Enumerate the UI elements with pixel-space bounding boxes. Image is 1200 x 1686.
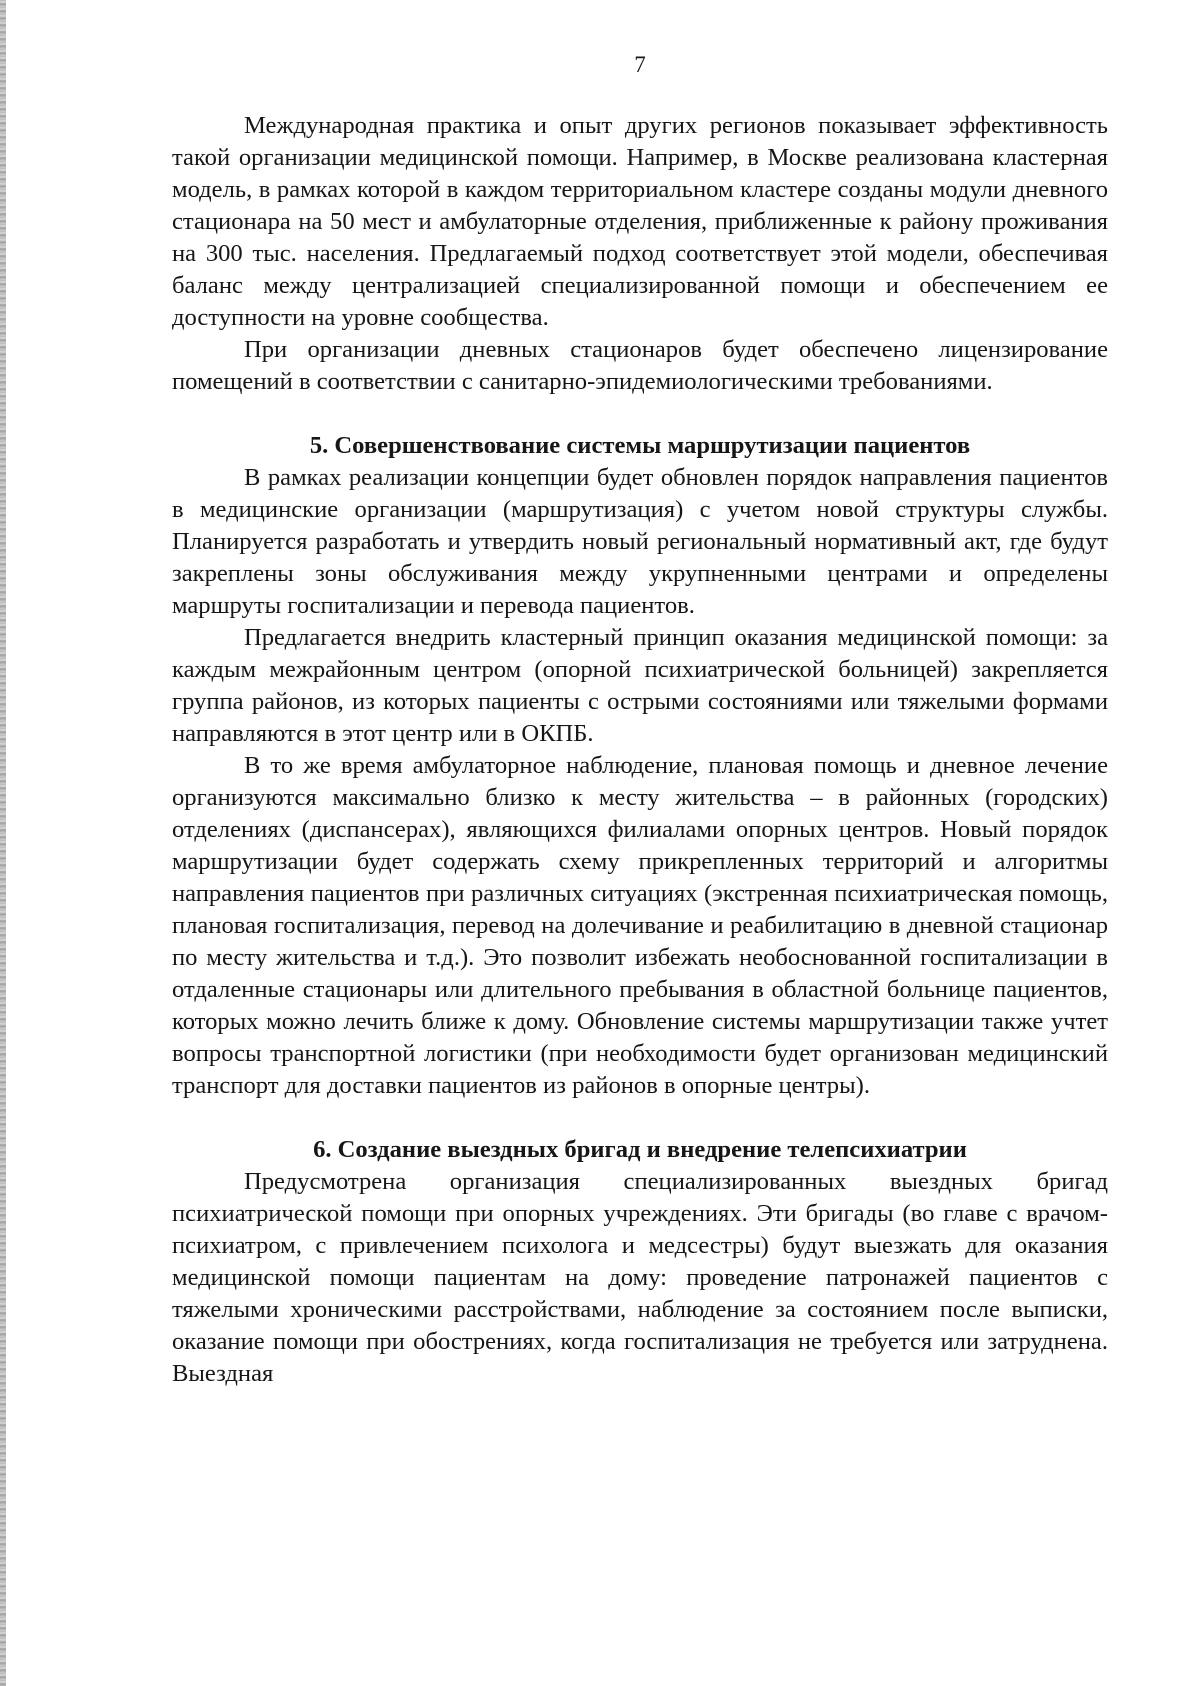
section-5-paragraph-2: Предлагается внедрить кластерный принцип оказания медицинской помощи: за каждым межрайонным центром (опорной психиатрической больницей) закрепляется группа районов, из которых пациенты с острыми состояниями или тяжелыми формами направляются в этот центр или в ОКПБ. (172, 624, 1108, 747)
paragraph-licensing: При организации дневных стационаров будет обеспечено лицензирование помещений в соответствии с санитарно-эпидемиологическими требованиями. (172, 336, 1108, 395)
section-spacer (172, 398, 1108, 430)
page-number: 7 (634, 52, 646, 77)
section-5-paragraph-1: В рамках реализации концепции будет обновлен порядок направления пациентов в медицинские организации (маршрутизация) с учетом новой структуры службы. Планируется разработать и утвердить новый региональный нормативный акт, где будут закреплены зоны обслуживания между укрупненными центрами и определены маршруты госпитализации и перевода пациентов. (172, 464, 1108, 619)
section-6-heading: 6. Создание выездных бригад и внедрение телепсихиатрии (313, 1136, 967, 1163)
section-5-paragraph-3: В то же время амбулаторное наблюдение, плановая помощь и дневное лечение организуются максимально близко к месту жительства – в районных (городских) отделениях (диспансерах), являющихся филиалами опорных центров. Новый порядок маршрутизации будет содержать схему прикрепленных территорий и алгоритмы направления пациентов при различных ситуациях (экстренная психиатрическая помощь, плановая госпитализация, перевод на долечивание и реабилитацию в дневной стационар по месту жительства и т.д.). Это позволит избежать необоснованной госпитализации в отдаленные стационары или длительного пребывания в областной больнице пациентов, которых можно лечить ближе к дому. Обновление системы маршрутизации также учтет вопросы транспортной логистики (при необходимости будет организован медицинский транспорт для доставки пациентов из районов в опорные центры). (172, 752, 1108, 1099)
section-spacer (172, 1102, 1108, 1134)
section-5-heading: 5. Совершенствование системы маршрутизации пациентов (309, 432, 971, 459)
paragraph-international-practice: Международная практика и опыт других регионов показывает эффективность такой организации медицинской помощи. Например, в Москве реализована кластерная модель, в рамках которой в каждом территориальном кластере созданы модули дневного стационара на 50 мест и амбулаторные отделения, приближенные к району проживания на 300 тыс. населения. Предлагаемый подход соответствует этой модели, обеспечивая баланс между централизацией специализированной помощи и обеспечением ее доступности на уровне сообщества. (172, 112, 1108, 331)
section-6-paragraph-1: Предусмотрена организация специализированных выездных бригад психиатрической помощи при опорных учреждениях. Эти бригады (во главе с врачом-психиатром, с привлечением психолога и медсестры) будут выезжать для оказания медицинской помощи пациентам на дому: проведение патронажей пациентов с тяжелыми хроническими расстройствами, наблюдение за состоянием после выписки, оказание помощи при обострениях, когда госпитализация не требуется или затруднена. Выездная (172, 1168, 1108, 1387)
document-body (172, 110, 1108, 1390)
scan-edge-shadow (0, 0, 6, 1686)
